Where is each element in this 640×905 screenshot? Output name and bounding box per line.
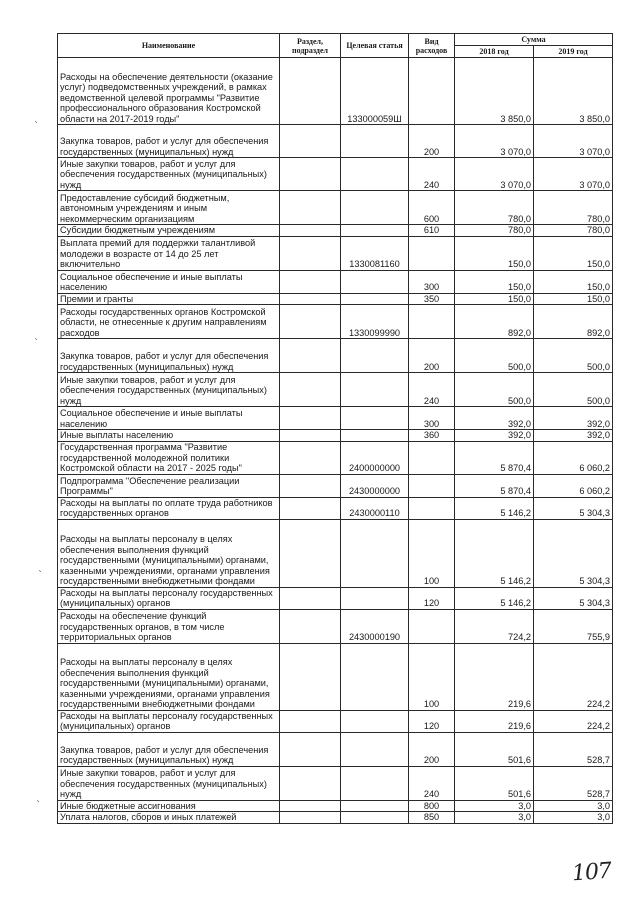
table-row [58, 766, 613, 800]
row-sum-2018: 780,0 [455, 191, 534, 225]
row-name: Иные закупки товаров, работ и услуг для обеспечения государственных (муниципальных) нужд [58, 766, 280, 800]
row-target-code: 1330099990 [341, 305, 409, 339]
row-target-code: 133000059Ш [341, 58, 409, 125]
row-name: Подпрограмма "Обеспечение реализации Программы" [58, 474, 280, 497]
row-sum-2019: 3 070,0 [534, 158, 613, 191]
row-name: Субсидии бюджетным учреждениям [58, 225, 280, 237]
row-sum-2019: 6 060,2 [534, 474, 613, 497]
row-section [280, 58, 341, 125]
row-sum-2019: 500,0 [534, 373, 613, 407]
row-sum-2018: 3,0 [455, 800, 534, 812]
row-sum-2019: 755,9 [534, 609, 613, 643]
row-section [280, 236, 341, 270]
table-row [58, 191, 613, 225]
row-name: Иные закупки товаров, работ и услуг для обеспечения государственных (муниципальных) нужд [58, 373, 280, 407]
table-row [58, 373, 613, 407]
row-sum-2018: 5 870,4 [455, 474, 534, 497]
row-target-code [341, 710, 409, 732]
row-sum-2018: 3 070,0 [455, 158, 534, 191]
row-expense-kind [409, 609, 455, 643]
row-sum-2019: 5 304,3 [534, 519, 613, 587]
row-name: Иные выплаты населению [58, 430, 280, 442]
table-row [58, 497, 613, 519]
row-name: Уплата налогов, сборов и иных платежей [58, 812, 280, 824]
row-name: Закупка товаров, работ и услуг для обеспечения государственных (муниципальных) нужд [58, 125, 280, 158]
row-name: Закупка товаров, работ и услуг для обеспечения государственных (муниципальных) нужд [58, 339, 280, 373]
row-expense-kind: 240 [409, 373, 455, 407]
row-section [280, 158, 341, 191]
margin-mark: ` [34, 121, 39, 132]
row-sum-2019: 528,7 [534, 732, 613, 766]
row-sum-2019: 3 070,0 [534, 125, 613, 158]
row-sum-2018: 392,0 [455, 407, 534, 430]
table-row [58, 407, 613, 430]
row-target-code [341, 812, 409, 824]
table-row [58, 587, 613, 609]
row-sum-2019: 892,0 [534, 305, 613, 339]
row-sum-2018: 219,6 [455, 710, 534, 732]
row-sum-2018: 5 146,2 [455, 587, 534, 609]
row-expense-kind: 300 [409, 270, 455, 293]
row-target-code [341, 643, 409, 710]
row-sum-2019: 392,0 [534, 407, 613, 430]
row-sum-2018: 500,0 [455, 339, 534, 373]
row-target-code [341, 293, 409, 305]
table-row [58, 710, 613, 732]
row-name: Расходы государственных органов Костромской области, не отнесенные к другим направлениям расходов [58, 305, 280, 339]
row-sum-2018: 780,0 [455, 225, 534, 237]
row-target-code [341, 732, 409, 766]
row-target-code [341, 339, 409, 373]
margin-mark: ` [38, 570, 43, 581]
row-sum-2019: 5 304,3 [534, 497, 613, 519]
row-expense-kind [409, 236, 455, 270]
row-section [280, 812, 341, 824]
table-header [58, 34, 613, 58]
row-target-code [341, 766, 409, 800]
row-target-code [341, 373, 409, 407]
row-target-code [341, 407, 409, 430]
row-expense-kind: 240 [409, 158, 455, 191]
table-row [58, 225, 613, 237]
row-expense-kind: 850 [409, 812, 455, 824]
table-row [58, 58, 613, 125]
row-section [280, 474, 341, 497]
row-section [280, 643, 341, 710]
row-expense-kind [409, 474, 455, 497]
row-target-code [341, 587, 409, 609]
table-row [58, 643, 613, 710]
row-sum-2018: 3,0 [455, 812, 534, 824]
margin-mark: ` [34, 338, 39, 349]
header-target: Целевая статья [341, 34, 409, 58]
row-section [280, 732, 341, 766]
row-name: Премии и гранты [58, 293, 280, 305]
row-expense-kind: 600 [409, 191, 455, 225]
row-expense-kind: 300 [409, 407, 455, 430]
row-name: Расходы на выплаты персоналу государственных (муниципальных) органов [58, 587, 280, 609]
row-expense-kind: 800 [409, 800, 455, 812]
header-name: Наименование [58, 34, 280, 58]
table-row [58, 609, 613, 643]
row-section [280, 430, 341, 442]
row-section [280, 800, 341, 812]
table-row [58, 125, 613, 158]
row-name: Иные закупки товаров, работ и услуг для обеспечения государственных (муниципальных) нужд [58, 158, 280, 191]
row-expense-kind [409, 441, 455, 474]
row-sum-2018: 3 070,0 [455, 125, 534, 158]
row-sum-2019: 392,0 [534, 430, 613, 442]
row-expense-kind: 200 [409, 125, 455, 158]
row-sum-2018: 3 850,0 [455, 58, 534, 125]
row-expense-kind: 200 [409, 339, 455, 373]
row-expense-kind: 120 [409, 710, 455, 732]
header-year-2018: 2018 год [455, 46, 534, 58]
row-target-code [341, 519, 409, 587]
row-target-code: 2430000000 [341, 474, 409, 497]
row-name: Предоставление субсидий бюджетным, автономным учреждениям и иным некоммерческим организациям [58, 191, 280, 225]
table-row [58, 474, 613, 497]
table-row [58, 732, 613, 766]
row-section [280, 191, 341, 225]
table-row [58, 812, 613, 824]
row-expense-kind [409, 305, 455, 339]
row-expense-kind: 200 [409, 732, 455, 766]
row-section [280, 339, 341, 373]
row-target-code: 1330081160 [341, 236, 409, 270]
row-sum-2018: 724,2 [455, 609, 534, 643]
row-target-code: 2430000110 [341, 497, 409, 519]
row-sum-2019: 3 850,0 [534, 58, 613, 125]
row-sum-2019: 528,7 [534, 766, 613, 800]
row-section [280, 766, 341, 800]
row-name: Расходы на выплаты персоналу в целях обеспечения выполнения функций государственными (муниципальными) органами, казенными учреждениями, органами управления государственными внебюджетными фондами [58, 519, 280, 587]
row-section [280, 587, 341, 609]
row-section [280, 519, 341, 587]
header-sum: Сумма [455, 34, 613, 46]
row-section [280, 305, 341, 339]
row-sum-2018: 5 870,4 [455, 441, 534, 474]
row-sum-2019: 224,2 [534, 643, 613, 710]
row-name: Расходы на обеспечение функций государственных органов, в том числе территориальных органов [58, 609, 280, 643]
row-target-code: 2400000000 [341, 441, 409, 474]
row-sum-2019: 3,0 [534, 800, 613, 812]
row-sum-2018: 500,0 [455, 373, 534, 407]
row-target-code [341, 125, 409, 158]
row-expense-kind [409, 58, 455, 125]
row-sum-2018: 150,0 [455, 236, 534, 270]
row-section [280, 710, 341, 732]
row-sum-2019: 780,0 [534, 191, 613, 225]
row-sum-2018: 5 146,2 [455, 497, 534, 519]
row-sum-2018: 5 146,2 [455, 519, 534, 587]
table-row [58, 293, 613, 305]
table-row [58, 236, 613, 270]
header-year-2019: 2019 год [534, 46, 613, 58]
row-section [280, 125, 341, 158]
row-sum-2018: 219,6 [455, 643, 534, 710]
table-body [58, 58, 613, 824]
row-sum-2019: 224,2 [534, 710, 613, 732]
row-expense-kind [409, 497, 455, 519]
row-section [280, 407, 341, 430]
header-kind: Вид расходов [409, 34, 455, 58]
row-name: Расходы на обеспечение деятельности (оказание услуг) подведомственных учреждений, в рамках ведомственной целевой программы "Развитие профессионального образования Костромской области на 2017-2019 годы" [58, 58, 280, 125]
row-target-code [341, 191, 409, 225]
row-expense-kind: 240 [409, 766, 455, 800]
row-section [280, 270, 341, 293]
table-row [58, 270, 613, 293]
row-sum-2018: 150,0 [455, 293, 534, 305]
row-name: Социальное обеспечение и иные выплаты населению [58, 270, 280, 293]
row-sum-2018: 150,0 [455, 270, 534, 293]
row-sum-2019: 5 304,3 [534, 587, 613, 609]
row-sum-2018: 892,0 [455, 305, 534, 339]
row-section [280, 609, 341, 643]
table-row [58, 441, 613, 474]
row-section [280, 497, 341, 519]
row-target-code [341, 800, 409, 812]
table-row [58, 158, 613, 191]
row-sum-2019: 150,0 [534, 270, 613, 293]
row-name: Расходы на выплаты персоналу в целях обеспечения выполнения функций государственными (муниципальными) органами, казенными учреждениями, органами управления государственными внебюджетными фондами [58, 643, 280, 710]
row-expense-kind: 360 [409, 430, 455, 442]
row-section [280, 225, 341, 237]
row-name: Расходы на выплаты по оплате труда работников государственных органов [58, 497, 280, 519]
row-sum-2018: 501,6 [455, 766, 534, 800]
margin-mark: ` [36, 800, 41, 811]
row-expense-kind: 610 [409, 225, 455, 237]
row-sum-2019: 3,0 [534, 812, 613, 824]
row-name: Выплата премий для поддержки талантливой молодежи в возрасте от 14 до 25 лет включительно [58, 236, 280, 270]
row-section [280, 441, 341, 474]
row-sum-2019: 500,0 [534, 339, 613, 373]
row-name: Расходы на выплаты персоналу государственных (муниципальных) органов [58, 710, 280, 732]
row-target-code [341, 270, 409, 293]
header-section: Раздел, подраздел [280, 34, 341, 58]
table-row [58, 519, 613, 587]
row-name: Государственная программа "Развитие государственной молодежной политики Костромской области на 2017 - 2025 годы" [58, 441, 280, 474]
row-sum-2018: 392,0 [455, 430, 534, 442]
row-name: Закупка товаров, работ и услуг для обеспечения государственных (муниципальных) нужд [58, 732, 280, 766]
row-expense-kind: 100 [409, 643, 455, 710]
row-sum-2019: 780,0 [534, 225, 613, 237]
row-name: Социальное обеспечение и иные выплаты населению [58, 407, 280, 430]
table-row [58, 339, 613, 373]
row-section [280, 293, 341, 305]
row-target-code [341, 225, 409, 237]
row-target-code [341, 158, 409, 191]
budget-table [57, 33, 613, 824]
row-target-code [341, 430, 409, 442]
row-sum-2019: 150,0 [534, 293, 613, 305]
table-row [58, 305, 613, 339]
handwritten-page-number: 107 [571, 858, 612, 887]
table-row [58, 430, 613, 442]
row-sum-2019: 150,0 [534, 236, 613, 270]
row-section [280, 373, 341, 407]
row-expense-kind: 120 [409, 587, 455, 609]
row-name: Иные бюджетные ассигнования [58, 800, 280, 812]
row-expense-kind: 350 [409, 293, 455, 305]
row-sum-2019: 6 060,2 [534, 441, 613, 474]
table-row [58, 800, 613, 812]
row-expense-kind: 100 [409, 519, 455, 587]
row-sum-2018: 501,6 [455, 732, 534, 766]
row-target-code: 2430000190 [341, 609, 409, 643]
